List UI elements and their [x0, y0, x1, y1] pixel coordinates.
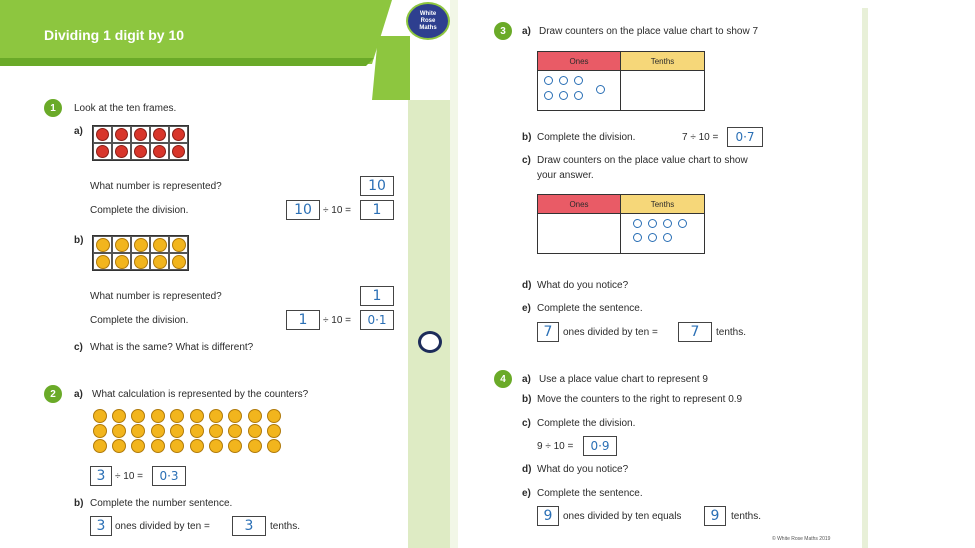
q3e-text: Complete the sentence. [537, 303, 643, 314]
counter-slot [226, 408, 245, 423]
logo-word-3: Maths [419, 24, 437, 31]
counter [267, 409, 281, 423]
q4b-label: b) [522, 394, 532, 405]
ten-frame-cell [150, 236, 169, 253]
q2b-end: tenths. [270, 521, 301, 532]
counter-slot [168, 438, 187, 453]
counter [153, 128, 166, 141]
counter [248, 439, 262, 453]
question-2-badge: 2 [44, 385, 62, 403]
counter [115, 145, 128, 158]
counter-slot [90, 408, 109, 423]
counter-slot [168, 408, 187, 423]
ones-column [538, 214, 621, 253]
tenths-header: Tenths [621, 195, 704, 214]
counter-slot [245, 438, 264, 453]
counter-slot [206, 408, 225, 423]
counter [151, 409, 165, 423]
counter [151, 439, 165, 453]
counter [151, 424, 165, 438]
page-title: Dividing 1 digit by 10 [44, 27, 185, 43]
place-value-chart-c [537, 194, 705, 254]
q4a-label: a) [522, 374, 531, 385]
counter [131, 409, 145, 423]
counter-slot [245, 408, 264, 423]
ten-frame-cell [169, 236, 188, 253]
counter [96, 255, 110, 269]
counter-slot [90, 438, 109, 453]
ones-header: Ones [538, 52, 621, 71]
q1a-what-number: What number is represented? [90, 181, 222, 192]
counter [170, 439, 184, 453]
q4e-mid: ones divided by ten equals [563, 511, 682, 522]
counter-slot [148, 423, 167, 438]
counter [172, 238, 186, 252]
q1a-div-op: ÷ 10 = [323, 205, 352, 216]
counter [96, 238, 110, 252]
q2b-mid: ones divided by ten = [115, 521, 210, 532]
counter [93, 439, 107, 453]
counter-slot [187, 438, 206, 453]
q4c-label: c) [522, 418, 531, 429]
ten-frame-cell [112, 236, 131, 253]
q3e-ans2-box[interactable]: 7 [678, 322, 712, 342]
q1b-label: b) [74, 235, 84, 246]
counter [96, 128, 109, 141]
q2b-label: b) [74, 498, 84, 509]
q2a-label: a) [74, 389, 83, 400]
ten-frame-cell [150, 143, 169, 160]
ten-frame-cell [93, 236, 112, 253]
ten-frame-cell [93, 143, 112, 160]
counter [267, 424, 281, 438]
q3a-label: a) [522, 26, 531, 37]
q4a-text: Use a place value chart to represent 9 [539, 374, 708, 385]
counter-slot [226, 438, 245, 453]
counter-slot [109, 423, 128, 438]
counter [131, 439, 145, 453]
tenths-column [621, 214, 704, 253]
q4e-end: tenths. [731, 511, 762, 522]
q1c-label: c) [74, 342, 83, 353]
counter [112, 424, 126, 438]
logo-word-2: Rose [420, 17, 436, 24]
q2a-div-answer-box[interactable]: 0·3 [152, 466, 186, 486]
q2b-text: Complete the number sentence. [90, 498, 233, 509]
counter [209, 424, 223, 438]
q4d-label: d) [522, 464, 532, 475]
counter [172, 145, 185, 158]
q4e-ans2-box[interactable]: 9 [704, 506, 726, 526]
counter [115, 128, 128, 141]
page-divider-strip [408, 100, 450, 548]
counter-slot [265, 408, 284, 423]
counter [153, 145, 166, 158]
counter-slot [109, 438, 128, 453]
q3b-text: Complete the division. [537, 132, 636, 143]
q3e-mid: ones divided by ten = [563, 327, 658, 338]
q1c-text: What is the same? What is different? [90, 342, 254, 353]
counter-slot [148, 438, 167, 453]
counter [228, 424, 242, 438]
place-value-chart-a [537, 51, 705, 111]
counter-slot [90, 423, 109, 438]
counter-slot [187, 408, 206, 423]
q4e-text: Complete the sentence. [537, 488, 643, 499]
counter [93, 409, 107, 423]
ten-frame-cell [131, 236, 150, 253]
q4e-label: e) [522, 488, 531, 499]
counter-slot [148, 408, 167, 423]
counter [134, 255, 148, 269]
q1a-div-answer-box[interactable]: 1 [360, 200, 394, 220]
speech-bubble-icon[interactable] [418, 331, 442, 353]
right-edge-strip [862, 8, 868, 548]
counter-slot [129, 438, 148, 453]
counter-slot [206, 423, 225, 438]
counter [172, 128, 185, 141]
q2b-ans1-box[interactable]: 3 [90, 516, 112, 536]
q1-intro: Look at the ten frames. [74, 103, 177, 114]
page-divider-strip-top [450, 0, 458, 548]
counter [267, 439, 281, 453]
q3c-line1: Draw counters on the place value chart to show [537, 155, 748, 166]
q3b-label: b) [522, 132, 532, 143]
q3d-label: d) [522, 280, 532, 291]
counter [209, 439, 223, 453]
counter [115, 255, 129, 269]
counter [170, 409, 184, 423]
q1a-number-box[interactable]: 10 [360, 176, 394, 196]
ones-column [538, 71, 621, 110]
question-4-badge: 4 [494, 370, 512, 388]
q1b-what-number: What number is represented? [90, 291, 222, 302]
counter [134, 128, 147, 141]
q1b-div-left-box[interactable]: 1 [286, 310, 320, 330]
logo-word-1: White [419, 10, 437, 17]
q3e-end: tenths. [716, 327, 747, 338]
q1b-div-op: ÷ 10 = [323, 315, 352, 326]
q4b-text: Move the counters to the right to represent 0.9 [537, 394, 743, 405]
ten-frame-cell [93, 126, 112, 143]
q3b-answer-box[interactable]: 0·7 [727, 127, 763, 147]
q3c-label: c) [522, 155, 531, 166]
counter [248, 409, 262, 423]
counter [209, 409, 223, 423]
q3c-line2: your answer. [537, 170, 594, 181]
counter-slot [265, 423, 284, 438]
question-3-badge: 3 [494, 22, 512, 40]
q3d-text: What do you notice? [537, 280, 629, 291]
q2a-text: What calculation is represented by the counters? [92, 389, 309, 400]
q1b-number-box[interactable]: 1 [360, 286, 394, 306]
ten-frame-cell [112, 253, 131, 270]
counter [248, 424, 262, 438]
header-banner [0, 0, 410, 100]
counter [228, 409, 242, 423]
question-1-badge: 1 [44, 99, 62, 117]
q4e-ans1-box[interactable]: 9 [537, 506, 559, 526]
q3e-ans1-box[interactable]: 7 [537, 322, 559, 342]
counter [96, 145, 109, 158]
counter-slot [265, 438, 284, 453]
ten-frame-cell [131, 126, 150, 143]
ten-frame-cell [169, 126, 188, 143]
ten-frame-cell [150, 253, 169, 270]
counter [134, 238, 148, 252]
counter-slot [187, 423, 206, 438]
ten-frame-cell [131, 253, 150, 270]
q3e-label: e) [522, 303, 531, 314]
q2a-div-left-box[interactable]: 3 [90, 466, 112, 486]
counter [115, 238, 129, 252]
ten-frame-cell [169, 143, 188, 160]
counter [131, 424, 145, 438]
counter-slot [129, 408, 148, 423]
q2b-ans2-box[interactable]: 3 [232, 516, 266, 536]
counter [170, 424, 184, 438]
ten-frame-yellow [92, 235, 189, 271]
q3a-text: Draw counters on the place value chart to show 7 [539, 26, 759, 37]
tenths-column [621, 71, 704, 110]
ten-frame-cell [93, 253, 112, 270]
counter-slot [168, 423, 187, 438]
q4c-answer-box[interactable]: 0·9 [583, 436, 617, 456]
counter [112, 439, 126, 453]
q1b-div-answer-box[interactable]: 0·1 [360, 310, 394, 330]
counter-slot [109, 408, 128, 423]
counter [190, 439, 204, 453]
white-rose-logo [406, 2, 450, 40]
q2a-div-op: ÷ 10 = [115, 471, 144, 482]
counter-slot [206, 438, 225, 453]
tenths-header: Tenths [621, 52, 704, 71]
footer-copyright: © White Rose Maths 2019 [772, 536, 831, 542]
ones-header: Ones [538, 195, 621, 214]
q1a-label: a) [74, 126, 83, 137]
counter-slot [129, 423, 148, 438]
counter-slot [245, 423, 264, 438]
counter [228, 439, 242, 453]
counter [153, 255, 167, 269]
ten-frame-cell [169, 253, 188, 270]
ten-frame-cell [112, 126, 131, 143]
ten-frame-cell [131, 143, 150, 160]
ten-frame-cell [112, 143, 131, 160]
counter-grid [90, 408, 290, 453]
q1a-div-left-box[interactable]: 10 [286, 200, 320, 220]
q1a-complete: Complete the division. [90, 205, 189, 216]
ten-frame-red [92, 125, 189, 161]
ten-frame-cell [150, 126, 169, 143]
counter [134, 145, 147, 158]
q4d-text: What do you notice? [537, 464, 629, 475]
counter [112, 409, 126, 423]
counter-slot [226, 423, 245, 438]
q4c-text: Complete the division. [537, 418, 636, 429]
q1b-complete: Complete the division. [90, 315, 189, 326]
q4c-calc: 9 ÷ 10 = [537, 441, 574, 452]
q3b-calc: 7 ÷ 10 = [682, 132, 719, 143]
counter [93, 424, 107, 438]
counter [172, 255, 186, 269]
counter [190, 409, 204, 423]
counter [153, 238, 167, 252]
counter [190, 424, 204, 438]
